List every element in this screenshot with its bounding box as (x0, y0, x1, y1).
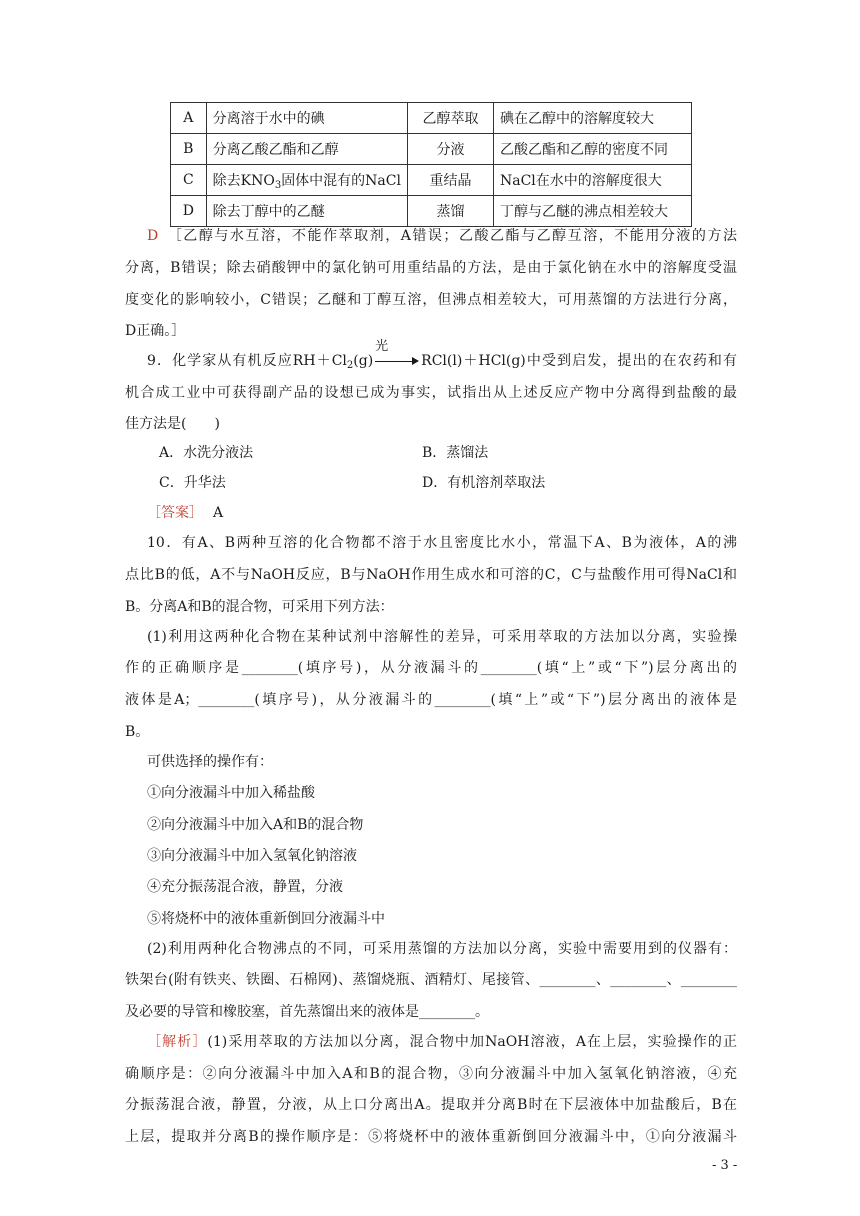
q10-part1-line: B。 (125, 724, 150, 740)
page-number: - 3 - (712, 1158, 738, 1173)
table-cell: 分液 (407, 134, 493, 165)
table-row (171, 103, 692, 134)
q9-stem-line: 佳方法是( ) (125, 416, 220, 432)
table-cell: D (171, 196, 207, 227)
table-cell: 碘在乙醇中的溶解度较大 (493, 103, 691, 134)
table-cell: B (171, 134, 207, 165)
q10-op-5: ⑤将烧杯中的液体重新倒回分液漏斗中 (147, 911, 385, 927)
table-cell (206, 165, 407, 196)
q10-op-1: ①向分液漏斗中加入稀盐酸 (147, 785, 315, 801)
table-cell: 丁醇与乙醚的沸点相差较大 (493, 196, 691, 227)
q9-text: (g) (353, 353, 374, 369)
table-cell: 分离溶于水中的碘 (206, 103, 407, 134)
subscript: 2 (346, 360, 354, 371)
analysis-label: ［解析］ (147, 1034, 208, 1050)
q9-option-a: A．水洗分液法 (159, 445, 254, 461)
q8-expl-text: ［乙醇与水互溶，不能作萃取剂，A错误；乙酸乙酯与乙醇互溶，不能用分液的方法 (166, 228, 737, 244)
cell-text: 固体中混有的NaCl (281, 173, 401, 189)
q8-explanation-line (147, 226, 737, 246)
table-cell: 重结晶 (407, 165, 493, 196)
table-cell: NaCl在水中的溶解度很大 (493, 165, 691, 196)
table-cell: 乙酸乙酯和乙醇的密度不同 (493, 134, 691, 165)
arrow-label: 光 (375, 339, 389, 354)
q10-part2-line: 及必要的导管和橡胶塞，首先蒸馏出来的液体是________。 (125, 1004, 489, 1020)
q10-part2-line: (2)利用两种化合物沸点的不同，可采用蒸馏的方法加以分离，实验中需要用到的仪器有： (147, 941, 737, 957)
analysis-text: (1)采用萃取的方法加以分离，混合物中加NaOH溶液，A在上层，实验操作的正 (207, 1034, 737, 1050)
q10-analysis-line: 上层，提取并分离B的操作顺序是：⑤将烧杯中的液体重新倒回分液漏斗中，①向分液漏斗 (125, 1129, 737, 1145)
table-row (171, 196, 692, 227)
q10-stem-line: 10．有A、B两种互溶的化合物都不溶于水且密度比水小，常温下A、B为液体，A的沸 (147, 535, 737, 551)
q10-ops-title: 可供选择的操作有： (147, 754, 273, 770)
q10-part1-line: 作的正确顺序是________(填序号)，从分液漏斗的________(填“上”或“下”)层分离出的 (125, 660, 737, 676)
table-cell: 除去丁醇中的乙醚 (206, 196, 407, 227)
q9-answer-line (147, 503, 737, 523)
q8-explanation-line: 分离，B错误；除去硝酸钾中的氯化钠可用重结晶的方法，是由于氯化钠在水中的溶解度受温 (125, 260, 737, 276)
table-cell: 蒸馏 (407, 196, 493, 227)
options-table (170, 102, 692, 227)
q10-analysis-line: 分振荡混合液，静置，分液，从上口分离出A。提取并分离B时在下层液体中加盐酸后，B在 (125, 1097, 737, 1113)
q9-option-b: B．蒸馏法 (422, 445, 489, 461)
table-row (171, 165, 692, 196)
q10-op-4: ④充分振荡混合液，静置，分液 (147, 879, 343, 895)
q9-stem-line (147, 339, 737, 371)
q10-op-2: ②向分液漏斗中加入A和B的混合物 (147, 817, 364, 833)
q8-answer: D (147, 228, 159, 244)
q9-option-d: D．有机溶剂萃取法 (422, 475, 546, 491)
reaction-arrow-icon (375, 339, 419, 368)
table-cell: 乙醇萃取 (407, 103, 493, 134)
q10-part1-line: (1)利用这两种化合物在某种试剂中溶解性的差异，可采用萃取的方法加以分离，实验操 (147, 629, 737, 645)
table-cell: 分离乙酸乙酯和乙醇 (206, 134, 407, 165)
q9-stem-line: 机合成工业中可获得副产品的设想已成为事实，试指出从上述反应产物中分离得到盐酸的最 (125, 385, 737, 401)
answer-label: ［答案］ (147, 505, 203, 521)
table-row (171, 134, 692, 165)
formula-text: 除去KNO (212, 173, 275, 189)
q10-op-3: ③向分液漏斗中加入氢氧化钠溶液 (147, 848, 357, 864)
q9-option-c: C．升华法 (159, 475, 226, 491)
q10-part2-line: 铁架台(附有铁夹、铁圈、石棉网)、蒸馏烧瓶、酒精灯、尾接管、________、________、________ (125, 972, 737, 988)
q8-explanation-line: 度变化的影响较小，C错误；乙醚和丁醇互溶，但沸点相差较大，可用蒸馏的方法进行分离， (125, 292, 737, 308)
q10-stem-line: 点比B的低，A不与NaOH反应，B与NaOH作用生成水和可溶的C，C与盐酸作用可得NaCl和 (125, 567, 737, 583)
q8-explanation-line: D正确。］ (125, 323, 186, 339)
q9-answer: A (213, 505, 224, 521)
q9-text: 9．化学家从有机反应RH＋Cl (147, 353, 347, 369)
table-cell: C (171, 165, 207, 196)
q9-text: RCl(l)＋HCl(g)中受到启发，提出的在农药和有 (421, 353, 737, 369)
q10-analysis-line: 确顺序是：②向分液漏斗中加入A和B的混合物，③向分液漏斗中加入氢氧化钠溶液，④充 (125, 1066, 737, 1082)
subscript: 3 (274, 180, 282, 191)
q10-part1-line: 液体是A；________(填序号)，从分液漏斗的________(填“上”或“下”)层分离出的液体是 (125, 692, 737, 708)
q10-stem-line: B。分离A和B的混合物，可采用下列方法： (125, 599, 394, 615)
table-cell: A (171, 103, 207, 134)
q10-analysis-line (147, 1032, 737, 1052)
